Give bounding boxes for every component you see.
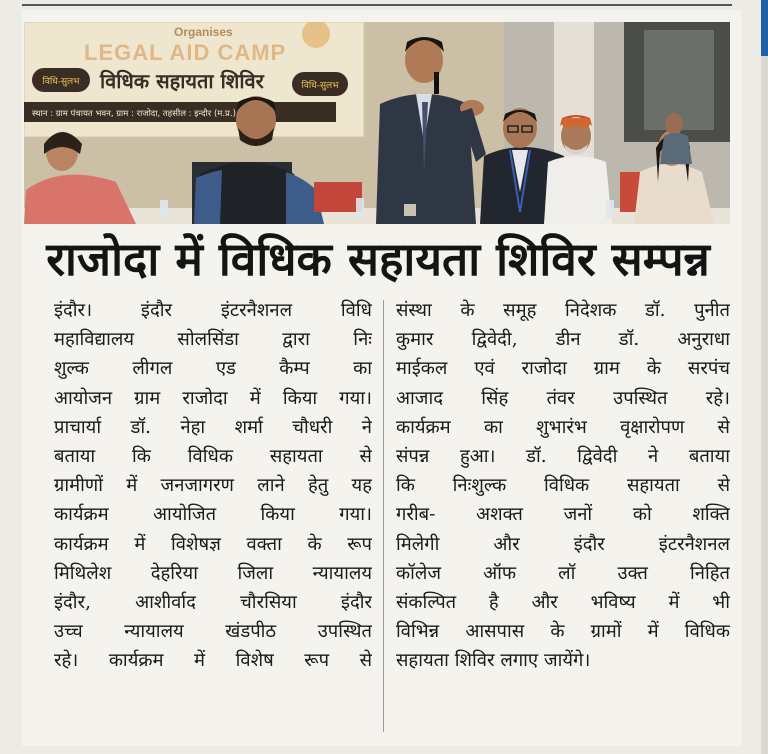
page-edge-strip <box>761 56 768 754</box>
banner-camp-title: LEGAL AID CAMP <box>84 40 287 65</box>
banner-organises: Organises <box>174 25 233 39</box>
article-headline: राजोदा में विधिक सहायता शिविर सम्पन्न <box>46 232 710 286</box>
banner-hindi-title: विधिक सहायता शिविर <box>100 69 264 93</box>
article-line: कार्यक्रम में विशेषज्ञ वक्ता के रूप <box>54 533 372 555</box>
article-line: मिलेगी और इंदौर इंटरनैशनल <box>396 533 730 555</box>
article-line: ग्रामीणों में जनजागरण लाने हेतु यह <box>54 475 372 497</box>
article-line: रहे। कार्यक्रम में विशेष रूप से <box>54 650 372 672</box>
article-line: आजाद सिंह तंवर उपस्थित रहे। <box>396 387 730 409</box>
article-line: आयोजन ग्राम राजोदा में किया गया। <box>54 387 372 409</box>
article-line: संकल्पित है और भविष्य में भी <box>396 592 730 614</box>
article-line: महाविद्यालय सोलसिंडा द्वारा निः <box>54 329 372 351</box>
event-banner <box>24 22 364 137</box>
article-line: कुमार द्विवेदी, डीन डॉ. अनुराधा <box>396 329 730 351</box>
page-edge-blue-strip <box>761 0 768 56</box>
event-photo <box>24 22 730 224</box>
article-line: विभिन्न आसपास के ग्रामों में विधिक <box>396 621 730 643</box>
article-line: इंदौर, आशीर्वाद चौरसिया इंदौर <box>54 592 372 614</box>
article-line: माईकल एवं राजोदा ग्राम के सरपंच <box>396 358 730 380</box>
article-line: सहायता शिविर लगाए जायेंगे। <box>396 650 591 672</box>
article-line: इंदौर। इंदौर इंटरनैशनल विधि <box>54 300 372 321</box>
article-line: संपन्न हुआ। डॉ. द्विवेदी ने बताया <box>396 446 730 468</box>
article-line: संस्था के समूह निदेशक डॉ. पुनीत <box>396 300 730 321</box>
article-line: प्राचार्या डॉ. नेहा शर्मा चौधरी ने <box>54 416 372 438</box>
article-column-left <box>54 296 372 676</box>
article-line: उच्च न्यायालय खंडपीठ उपस्थित <box>54 621 372 643</box>
banner-venue: स्थान : ग्राम पंचायत भवन, ग्राम : राजोदा, तहसील : इन्दौर (म.प्र.) <box>32 109 236 119</box>
article-line: कॉलेज ऑफ लॉ उक्त निहित <box>396 562 730 584</box>
article-line: कि निःशुल्क विधिक सहायता से <box>396 475 730 497</box>
column-divider <box>383 300 384 732</box>
article-line: कार्यक्रम का शुभारंभ वृक्षारोपण से <box>396 416 730 438</box>
banner-badge-right: विधि-सुलभ <box>301 81 339 91</box>
article-line: शुल्क लीगल एड कैम्प का <box>54 358 372 380</box>
article-line: गरीब- अशक्त जनों को शक्ति <box>396 504 730 526</box>
banner-badge-left: विधि-सुलभ <box>42 77 80 87</box>
article-column-right <box>396 296 730 676</box>
article-line: बताया कि विधिक सहायता से <box>54 446 372 468</box>
article-line: कार्यक्रम आयोजित किया गया। <box>54 504 372 526</box>
top-rule <box>22 4 732 6</box>
article-line: मिथिलेश देहरिया जिला न्यायालय <box>54 562 372 584</box>
